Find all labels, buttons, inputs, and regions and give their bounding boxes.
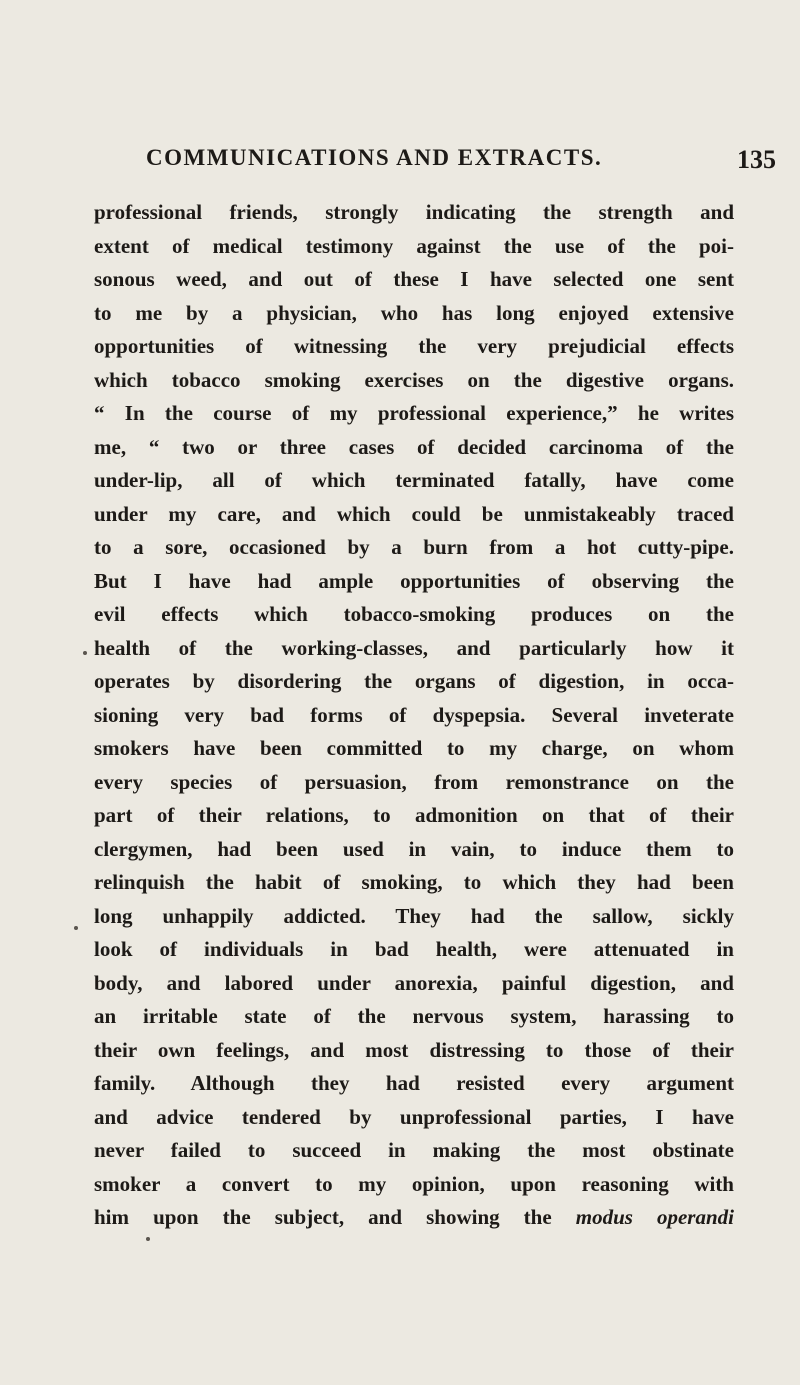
- text-line: evil effects which tobacco-smoking produces on the: [94, 602, 734, 626]
- text-line: to a sore, occasioned by a burn from a hot cutty-pipe.: [94, 535, 734, 559]
- text-line: to me by a physician, who has long enjoyed extensive: [94, 300, 734, 325]
- latin-phrase: modus operandi: [575, 1205, 734, 1229]
- text-line: sioning very bad forms of dyspepsia. Several inveterate: [94, 702, 734, 727]
- margin-speck: [146, 1237, 150, 1241]
- text-line: sonous weed, and out of these I have selected one sent: [94, 267, 734, 291]
- text-line: and advice tendered by unprofessional parties, I have: [94, 1104, 734, 1129]
- margin-speck: [83, 651, 87, 655]
- body-text: [94, 196, 734, 1235]
- page-number: 135: [737, 145, 776, 174]
- final-line-text: him upon the subject, and showing the: [94, 1205, 552, 1229]
- text-line: “ In the course of my professional experience,” he writes: [94, 401, 734, 425]
- text-line: their own feelings, and most distressing to those of their: [94, 1037, 734, 1062]
- text-line: smoker a convert to my opinion, upon reasoning with: [94, 1171, 734, 1196]
- text-line: health of the working-classes, and particularly how it: [94, 635, 734, 660]
- text-line: relinquish the habit of smoking, to which they had been: [94, 870, 734, 894]
- chapter-title: COMMUNICATIONS AND EXTRACTS.: [146, 145, 603, 170]
- text-line: operates by disordering the organs of digestion, in occa-: [94, 669, 734, 693]
- text-line: part of their relations, to admonition on that of their: [94, 803, 734, 827]
- margin-speck: [74, 926, 78, 930]
- text-line: an irritable state of the nervous system, harassing to: [94, 1004, 734, 1028]
- text-line: extent of medical testimony against the use of the poi-: [94, 233, 734, 258]
- text-line: family. Although they had resisted every argument: [94, 1071, 734, 1095]
- text-line: which tobacco smoking exercises on the digestive organs.: [94, 367, 734, 392]
- text-line: every species of persuasion, from remonstrance on the: [94, 769, 734, 794]
- text-line: clergymen, had been used in vain, to induce them to: [94, 836, 734, 861]
- text-line: opportunities of witnessing the very prejudicial effects: [94, 334, 734, 358]
- text-line: long unhappily addicted. They had the sallow, sickly: [94, 903, 734, 928]
- text-line: me, “ two or three cases of decided carcinoma of the: [94, 434, 734, 459]
- running-head: [146, 145, 776, 177]
- final-text-line: [94, 1201, 734, 1235]
- text-line: smokers have been committed to my charge, on whom: [94, 736, 734, 760]
- text-line: under my care, and which could be unmistakeably traced: [94, 501, 734, 526]
- text-line: body, and labored under anorexia, painful digestion, and: [94, 970, 734, 995]
- text-line: under-lip, all of which terminated fatally, have come: [94, 468, 734, 492]
- text-line: never failed to succeed in making the most obstinate: [94, 1138, 734, 1162]
- text-line: But I have had ample opportunities of observing the: [94, 568, 734, 593]
- text-line: look of individuals in bad health, were attenuated in: [94, 937, 734, 961]
- text-line: professional friends, strongly indicating the strength and: [94, 200, 734, 224]
